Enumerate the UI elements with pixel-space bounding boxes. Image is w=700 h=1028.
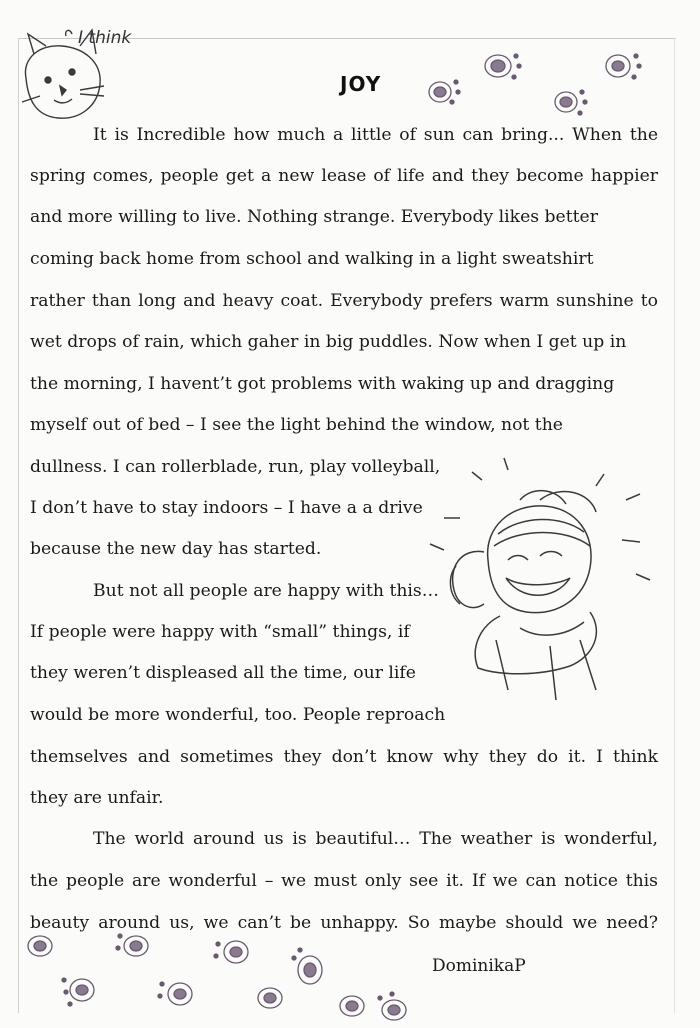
text-line: spring comes, people get a new lease of life and they become happier <box>30 166 658 186</box>
text-line: the morning, I havent’t got problems with waking up and dragging <box>30 374 615 394</box>
text-line: coming back home from school and walking in a light sweatshirt <box>30 249 594 269</box>
text-line: If people were happy with “small” things, if <box>30 622 410 642</box>
text-line: would be more wonderful, too. People reproach <box>30 705 446 725</box>
page-title: JOY <box>340 72 382 96</box>
smiling-girl-icon <box>430 458 650 700</box>
text-line: rather than long and heavy coat. Everybody prefers warm sunshine to <box>30 291 658 311</box>
text-line: themselves and sometimes they don’t know why they do it. I think <box>30 747 658 767</box>
text-line: because the new day has started. <box>30 539 322 559</box>
text-line: they are unfair. <box>30 788 164 808</box>
text-line: I don’t have to stay indoors – I have a a drive <box>30 498 423 518</box>
text-line: But not all people are happy with this… <box>93 581 439 601</box>
text-line: and more willing to live. Nothing strange. Everybody likes better <box>30 207 598 227</box>
text-line: The world around us is beautiful… The weather is wonderful, <box>93 829 658 849</box>
text-line: wet drops of rain, which gaher in big puddles. Now when I get up in <box>30 332 627 352</box>
doodle-note: I think <box>78 28 132 48</box>
paw-print-icon <box>429 54 641 115</box>
text-line: It is Incredible how much a little of sun can bring... When the <box>93 125 658 145</box>
text-line: the people are wonderful – we must only see it. If we can notice this <box>30 871 658 891</box>
text-line: dullness. I can rollerblade, run, play volleyball, <box>30 457 441 477</box>
author-signature: DominikaP <box>432 956 526 976</box>
text-line: myself out of bed – I see the light behind the window, not the <box>30 415 563 435</box>
text-line: they weren’t displeased all the time, our life <box>30 663 416 683</box>
paw-print-icon <box>28 934 406 1020</box>
text-line: beauty around us, we can’t be unhappy. So maybe should we need? <box>30 913 658 933</box>
